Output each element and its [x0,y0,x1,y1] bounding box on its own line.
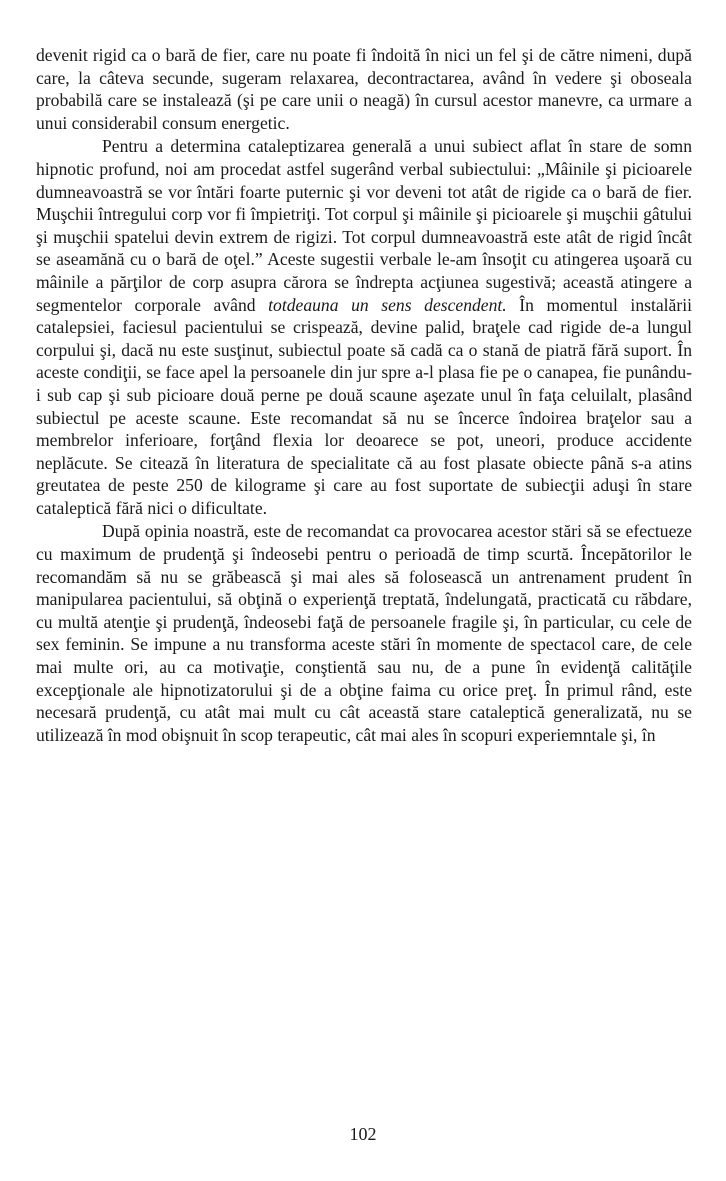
page-number: 102 [349,1124,377,1144]
paragraph-continuation [36,44,692,134]
paragraph-text: Pentru a determina cataleptizarea generală a unui subiect aflat în stare de somn hipnotic profund, noi am procedat astfel sugerând verbal subiectului: „Mâinile şi picioarele dumneavoastră se vor întări foarte puternic şi vor deveni tot atât de rigide ca o bară de fier. Muşchii întregului corp vor fi împietriţi. Tot corpul şi mâinile şi picioarele şi muşchii gâtului şi muşchii spatelui devin extrem de rigizi. Tot corpul dumneavoastră este atât de rigid încât se aseamănă cu o bară de oţel.” Aceste sugestii verbale le-am însoţit cu atingerea uşoară cu mâinile a părţilor de corp asupra cărora se îndrepta acţiunea sugestivă; această atingere a segmentelor corporale având [36,136,692,315]
paragraph-opinion [36,520,692,746]
paragraph-text: În momentul instalării catalepsiei, faciesul pacientului se crispează, devine palid, braţele cad rigide de-a lungul corpului şi, dacă nu este susţinut, subiectul poate să cadă ca o stană de piatră fără suport. În aceste condiţii, se face apel la persoanele din jur spre a-l plasa fie pe o canapea, fie punându-i sub cap şi sub picioare două perne pe două scaune aşezate unul în faţa celuilalt, plasând subiectul pe aceste scaune. Este recomandat să nu se încerce îndoirea braţelor sau a membrelor inferioare, forţând flexia lor deoarece se pot, uneori, produce accidente neplăcute. Se citează în literatura de specialitate că au fost plasate obiecte până s-a atins greutatea de peste 250 de kilograme şi care au fost suportate de subiecţii aduşi în stare cataleptică fără nici o dificultate. [36,294,692,518]
paragraph-text: După opinia noastră, este de recomandat ca provocarea acestor stări să se efectueze cu maximum de prudenţă şi îndeosebi pentru o perioadă de timp scurtă. Începătorilor le recomandăm să nu se grăbească şi mai ales să folosească un antrenament prudent în manipularea pacientului, să obţină o experienţă treptată, îndelungată, practicată cu răbdare, cu multă atenţie şi prudenţă, îndeosebi faţă de persoanele fragile şi, în particular, cu cele de sex feminin. Se impune a nu transforma aceste stări în momente de spectacol care, de cele mai multe ori, au ca motivaţie, conştientă sau nu, de a pune în evidenţă calităţile excepţionale ale hipnotizatorului şi de a obţine faima cu orice preţ. În primul rând, este necesară prudenţă, cu atât mai mult cu cât această stare cataleptică generalizată, nu se utilizează în mod obişnuit în scop terapeutic, cât mai ales în scopuri experiemntale şi, în [36,521,692,745]
paragraph-catalepsy-method [36,135,692,519]
emphasized-text: totdeauna un sens descendent. [268,294,507,315]
paragraph-text: devenit rigid ca o bară de fier, care nu poate fi îndoită în nici un fel şi de către nimeni, după care, la câteva secunde, sugeram relaxarea, decontractarea, având în vedere şi oboseala probabilă care se instalează (şi pe care unii o neagă) în cursul acestor manevre, ca urmare a unui considerabil consum energetic. [36,45,692,133]
